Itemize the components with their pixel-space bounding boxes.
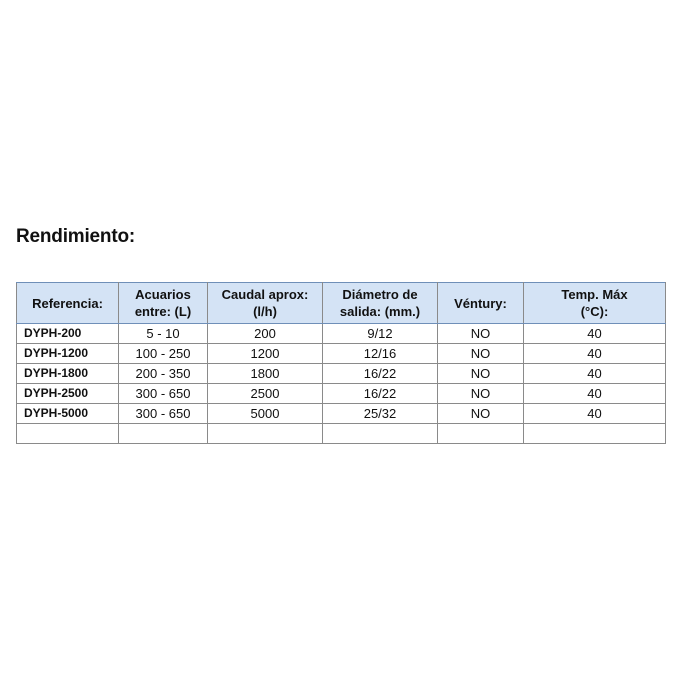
cell-outlet-diameter — [323, 424, 438, 444]
cell-reference — [17, 424, 119, 444]
table-row-empty — [17, 424, 666, 444]
header-reference: Referencia: — [17, 283, 119, 324]
cell-reference: DYPH-1200 — [17, 344, 119, 364]
header-aquarium-range: Acuarios entre: (L) — [119, 283, 208, 324]
cell-max-temp: 40 — [524, 384, 666, 404]
cell-flow-rate — [208, 424, 323, 444]
cell-reference: DYPH-2500 — [17, 384, 119, 404]
table-row — [17, 324, 666, 344]
cell-aquarium-range: 100 - 250 — [119, 344, 208, 364]
table-row — [17, 384, 666, 404]
cell-outlet-diameter: 16/22 — [323, 384, 438, 404]
cell-flow-rate: 5000 — [208, 404, 323, 424]
table-row — [17, 344, 666, 364]
cell-venturi: NO — [438, 384, 524, 404]
header-max-temp: Temp. Máx (°C): — [524, 283, 666, 324]
cell-outlet-diameter: 25/32 — [323, 404, 438, 424]
cell-flow-rate: 1800 — [208, 364, 323, 384]
cell-max-temp: 40 — [524, 404, 666, 424]
section-title: Rendimiento: — [16, 226, 135, 247]
header-outlet-diameter: Diámetro de salida: (mm.) — [323, 283, 438, 324]
cell-flow-rate: 1200 — [208, 344, 323, 364]
header-flow-rate: Caudal aprox: (l/h) — [208, 283, 323, 324]
cell-venturi: NO — [438, 324, 524, 344]
cell-reference: DYPH-5000 — [17, 404, 119, 424]
header-venturi: Véntury: — [438, 283, 524, 324]
table-header-row — [17, 283, 666, 324]
cell-venturi — [438, 424, 524, 444]
cell-outlet-diameter: 12/16 — [323, 344, 438, 364]
cell-venturi: NO — [438, 404, 524, 424]
cell-max-temp: 40 — [524, 364, 666, 384]
cell-venturi: NO — [438, 344, 524, 364]
table-row — [17, 364, 666, 384]
cell-outlet-diameter: 9/12 — [323, 324, 438, 344]
cell-reference: DYPH-1800 — [17, 364, 119, 384]
cell-aquarium-range: 300 - 650 — [119, 384, 208, 404]
table-row — [17, 404, 666, 424]
cell-max-temp — [524, 424, 666, 444]
cell-max-temp: 40 — [524, 324, 666, 344]
cell-flow-rate: 200 — [208, 324, 323, 344]
cell-aquarium-range — [119, 424, 208, 444]
cell-outlet-diameter: 16/22 — [323, 364, 438, 384]
cell-aquarium-range: 200 - 350 — [119, 364, 208, 384]
cell-max-temp: 40 — [524, 344, 666, 364]
cell-venturi: NO — [438, 364, 524, 384]
cell-reference: DYPH-200 — [17, 324, 119, 344]
cell-flow-rate: 2500 — [208, 384, 323, 404]
performance-table — [16, 282, 666, 444]
cell-aquarium-range: 300 - 650 — [119, 404, 208, 424]
cell-aquarium-range: 5 - 10 — [119, 324, 208, 344]
